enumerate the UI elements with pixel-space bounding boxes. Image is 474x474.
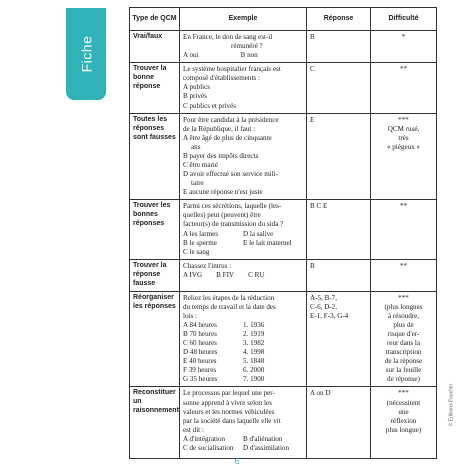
option: D 48 heures <box>183 348 218 357</box>
option: B d'aliénation <box>243 434 283 443</box>
row-difficulty <box>371 113 437 200</box>
option: A IVG <box>183 270 203 279</box>
difficulty-line: de réponse) <box>387 375 420 384</box>
example-options <box>183 271 303 280</box>
row-example <box>180 387 307 459</box>
option: E le lait maternel <box>243 238 292 247</box>
example-line: par la société dans laquelle elle vit <box>183 416 281 425</box>
row-type: Trouver la réponse fausse <box>130 259 180 291</box>
fiche-tab-label: Fiche <box>77 35 94 73</box>
table-row <box>130 259 437 291</box>
example-options <box>183 321 303 385</box>
option: A 84 heures <box>183 320 217 329</box>
option: 7. 1900 <box>243 375 265 384</box>
row-answer: B C E <box>307 200 371 259</box>
difficulty-line: réflexion <box>390 416 417 425</box>
example-line: C publics et privés <box>183 101 236 110</box>
answer-line: A-5, B-7, <box>310 293 337 302</box>
example-line: Chassez l'intrus : <box>183 261 232 270</box>
example-line: rémunéré ? <box>231 42 263 51</box>
example-line: Pour être candidat à la présidence <box>183 115 279 124</box>
option: B FIV <box>216 270 235 279</box>
example-line: E aucune réponse n'est juste <box>183 188 263 197</box>
option: C 60 heures <box>183 339 217 348</box>
row-difficulty: ** <box>371 259 437 291</box>
option: B non <box>240 51 258 60</box>
example-options <box>183 230 303 257</box>
header-example: Exemple <box>180 8 307 31</box>
row-answer: B <box>307 259 371 291</box>
difficulty-line: de la réponse <box>384 357 423 366</box>
table-row <box>130 113 437 200</box>
example-line: En France, le don de sang est-il <box>183 33 273 41</box>
difficulty-line: plus de <box>393 320 414 329</box>
option: 5. 1848 <box>243 357 265 366</box>
header-answer: Réponse <box>307 8 371 31</box>
row-difficulty <box>371 291 437 387</box>
page-number: 6 <box>234 457 240 466</box>
option: A oui <box>183 51 199 60</box>
example-line: B privés <box>183 92 207 101</box>
header-difficulty: Difficulté <box>371 8 437 31</box>
difficulty-line: reur dans la <box>386 339 421 348</box>
table-row <box>130 63 437 113</box>
option: 1. 1936 <box>243 320 265 329</box>
table-row <box>130 31 437 63</box>
row-difficulty: ** <box>371 63 437 113</box>
difficulty-line: (nécessitent <box>386 398 421 407</box>
answer-line: C-6, D-2, <box>310 302 337 311</box>
example-line: composé d'établissements : <box>183 74 260 83</box>
example-line: du temps de travail et la date des <box>183 302 276 311</box>
row-answer: C <box>307 63 371 113</box>
example-line: A publics <box>183 83 210 92</box>
option: B 70 heures <box>183 329 217 338</box>
row-example <box>180 31 307 63</box>
header-type: Type de QCM <box>130 8 180 31</box>
option: C le sang <box>183 247 210 256</box>
row-type: Vrai/faux <box>130 31 180 63</box>
example-line: B payer des impôts directs <box>183 151 259 160</box>
example-options <box>183 435 303 453</box>
row-answer: A ou D <box>307 387 371 459</box>
difficulty-line: à résoudre, <box>387 311 420 320</box>
table-row <box>130 200 437 259</box>
example-line: Reliez les étapes de la réduction <box>183 293 275 302</box>
option: D la salive <box>243 229 274 238</box>
side-credit-text: © Éditions Foucher <box>448 383 454 427</box>
row-type: Trouver la bonne réponse <box>130 63 180 113</box>
example-line: D avoir effectué son service mili- <box>183 170 279 179</box>
example-line: ans <box>191 142 201 151</box>
difficulty-line: transcription <box>385 348 422 357</box>
example-line: Le système hospitalier français est <box>183 65 281 74</box>
option: G 35 heures <box>183 375 218 384</box>
example-line: quelles) peut (peuvent) être <box>183 211 261 220</box>
answer-line: E-1, F-3, G-4 <box>310 311 349 320</box>
difficulty-line: très <box>398 133 409 142</box>
option: D d'assimilation <box>243 443 290 452</box>
side-credit <box>446 370 456 440</box>
example-line: sonne apprend à vivre selon les <box>183 398 272 407</box>
example-line: est dit : <box>183 425 204 434</box>
row-example <box>180 63 307 113</box>
example-line: Le processus par lequel une per- <box>183 389 275 398</box>
option: 2. 1919 <box>243 329 265 338</box>
difficulty-line: plus longue) <box>385 425 422 434</box>
example-line: A être âgé de plus de cinquante <box>183 133 272 142</box>
difficulty-line: *** <box>398 389 409 398</box>
option: C de socialisation <box>183 443 234 452</box>
row-difficulty: * <box>371 31 437 63</box>
example-line: Parmi ces sécrétions, laquelle (les- <box>183 202 282 211</box>
example-options <box>183 51 303 60</box>
table-header-row <box>130 8 437 31</box>
option: 4. 1998 <box>243 348 265 357</box>
option: A les larmes <box>183 229 219 238</box>
row-answer: E <box>307 113 371 200</box>
option: C RU <box>248 270 265 279</box>
option: F 39 heures <box>183 366 217 375</box>
difficulty-line: sur la feuille <box>385 366 422 375</box>
table-row <box>130 387 437 459</box>
difficulty-line: « piégeux » <box>386 142 421 151</box>
difficulty-line: risque d'er- <box>387 329 420 338</box>
table-row <box>130 291 437 387</box>
row-type: Toutes les réponses sont fausses <box>130 113 180 200</box>
example-line: facteur(s) de transmission du sida ? <box>183 220 284 229</box>
example-line: de la République, il faut : <box>183 124 256 133</box>
example-line: lois : <box>183 311 197 320</box>
example-line: valeurs et les normes véhiculées <box>183 407 275 416</box>
row-answer: B <box>307 31 371 63</box>
row-type: Trouver les bonnes réponses <box>130 200 180 259</box>
row-example <box>180 291 307 387</box>
option: 6. 2000 <box>243 366 265 375</box>
example-line: taire <box>191 179 204 188</box>
option: B le sperme <box>183 238 217 247</box>
row-difficulty: ** <box>371 200 437 259</box>
option: A d'intégration <box>183 434 226 443</box>
difficulty-line: (plus longues <box>384 302 423 311</box>
option <box>243 248 303 257</box>
difficulty-line: QCM rusé, <box>387 124 420 133</box>
fiche-tab <box>66 8 106 100</box>
row-example <box>180 200 307 259</box>
difficulty-line: *** <box>398 115 409 124</box>
row-difficulty <box>371 387 437 459</box>
difficulty-line: une <box>398 407 409 416</box>
row-type: Réorganiser les réponses <box>130 291 180 387</box>
option: E 40 heures <box>183 357 217 366</box>
row-type: Reconstituer un raisonnement <box>130 387 180 459</box>
difficulty-line: *** <box>398 293 409 302</box>
row-answer <box>307 291 371 387</box>
row-example <box>180 259 307 291</box>
qcm-table <box>129 7 437 459</box>
example-line: C être marié <box>183 161 219 170</box>
option: 3. 1982 <box>243 339 265 348</box>
row-example <box>180 113 307 200</box>
